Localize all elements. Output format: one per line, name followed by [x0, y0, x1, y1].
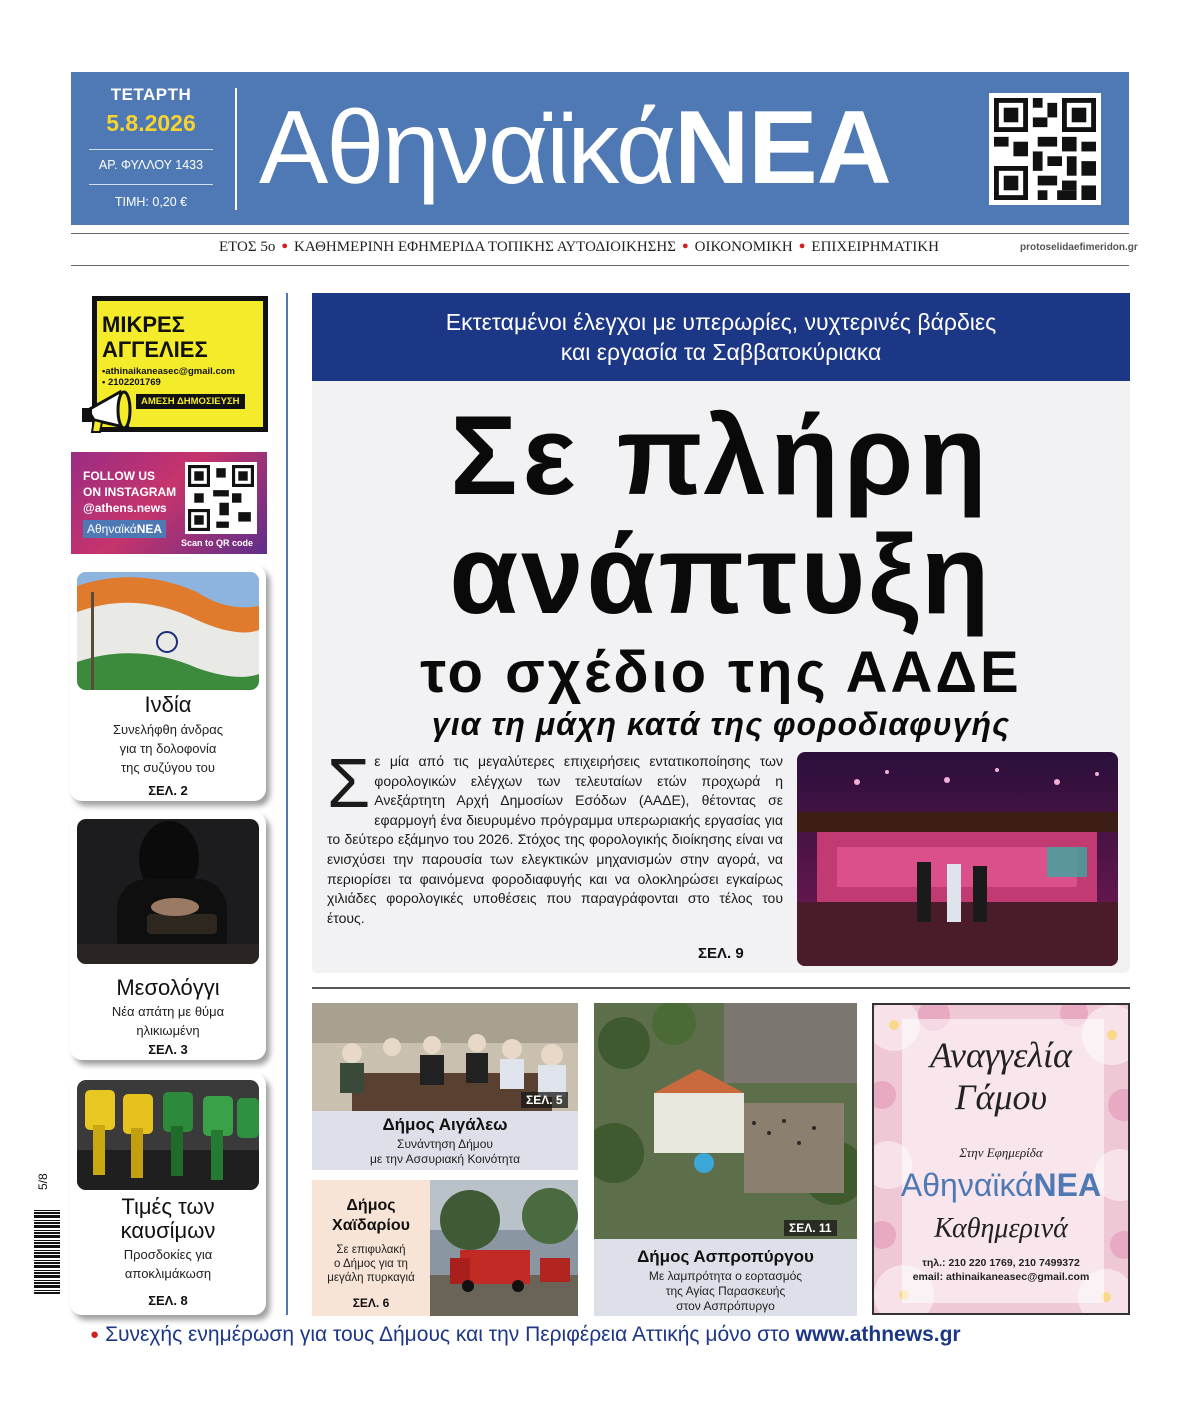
logo-light-text: Αθηναϊκά — [259, 90, 675, 206]
drop-cap: Σ — [327, 744, 371, 822]
fire-truck-photo — [430, 1180, 578, 1316]
instagram-ad[interactable] — [71, 452, 267, 554]
footer-text: Συνεχής ενημέρωση για τους Δήμους και την Περιφέρεια Αττικής μόνο στο — [105, 1323, 790, 1346]
issue-stamp-number: 5/8 — [36, 1173, 50, 1190]
page-ref: ΣΕΛ. 11 — [784, 1220, 837, 1236]
tagline-bar — [71, 233, 1129, 266]
tagline-year: ΕΤΟΣ 5ο — [219, 239, 276, 255]
page-ref: ΣΕΛ. 9 — [698, 945, 744, 962]
scam-photo — [77, 819, 259, 964]
ad-email: •athinaikaneasec@gmail.com — [102, 366, 235, 377]
main-headline-line[interactable]: Σε πλήρη — [450, 393, 992, 518]
desc-line: αποκλιμάκωση — [124, 1266, 212, 1281]
story-title: Δήμος Αιγάλεω — [382, 1115, 508, 1134]
newspaper-logo[interactable] — [259, 78, 891, 218]
page-ref: ΣΕΛ. 5 — [521, 1092, 568, 1108]
main-headline-subline[interactable]: το σχέδιο της ΑΑΔΕ — [420, 640, 1022, 705]
story-aigaleo[interactable] — [312, 1003, 578, 1170]
story-title: Δήμος Ασπροπύργου — [637, 1247, 814, 1266]
desc-line: στον Ασπρόπυργο — [676, 1299, 775, 1313]
main-story-body — [327, 744, 783, 928]
ad-contact — [102, 366, 235, 388]
divider — [89, 184, 213, 185]
side-story-title: Ινδία — [144, 692, 192, 717]
issue-number: ΑΡ. ΦΥΛΛΟΥ 1433 — [98, 158, 204, 172]
wedding-phones: τηλ.: 210 220 1769, 210 7499372 — [922, 1257, 1080, 1269]
page-ref: ΣΕΛ. 6 — [352, 1296, 390, 1310]
wedding-title-line: Αναγγελία — [930, 1035, 1072, 1075]
page-ref: ΣΕΛ. 2 — [148, 783, 188, 798]
wedding-daily: Καθημερινά — [934, 1213, 1068, 1244]
nightlife-bar-photo — [797, 752, 1118, 966]
side-story-title: Μεσολόγγι — [116, 975, 220, 1000]
divider — [89, 149, 213, 150]
bullet-icon: ● — [90, 1326, 100, 1343]
ad-title-line: ΑΓΓΕΛΙΕΣ — [102, 337, 208, 362]
wedding-subtitle: Στην Εφημερίδα — [959, 1145, 1043, 1160]
desc-line: Σε επιφυλακή — [336, 1244, 406, 1256]
tagline-economic: ΟΙΚΟΝΟΜΙΚΗ — [694, 239, 793, 255]
desc-line: της Αγίας Παρασκευής — [665, 1284, 786, 1298]
footer-url-link[interactable]: www.athnews.gr — [795, 1323, 961, 1346]
main-headline-deck: για τη μάχη κατά της φοροδιαφυγής — [431, 706, 1011, 742]
issue-day: ΤΕΤΑΡΤΗ — [110, 85, 192, 104]
barcode-icon — [34, 1210, 60, 1294]
issue-date: 5.8.2026 — [106, 110, 196, 136]
footer-promo — [90, 1323, 961, 1347]
desc-line: μεγάλη πυρκαγιά — [327, 1272, 415, 1284]
wedding-announcement-ad[interactable] — [872, 1003, 1130, 1315]
logo-bold-text: ΝΕΑ — [136, 522, 163, 536]
india-flag-photo — [77, 572, 259, 690]
logo-light-text: Αθηναϊκά — [900, 1167, 1034, 1203]
instagram-handle: @athens.news — [83, 501, 167, 515]
wedding-email: email: athinaikaneasec@gmail.com — [912, 1271, 1090, 1283]
ad-badge: ΑΜΕΣΗ ΔΗΜΟΣΙΕΥΣΗ — [136, 394, 245, 409]
story-chaidari[interactable] — [312, 1180, 578, 1316]
desc-line: Με λαμπρότητα ο εορτασμός — [648, 1269, 803, 1283]
page-ref: ΣΕΛ. 8 — [148, 1293, 188, 1308]
side-story-india[interactable] — [70, 565, 266, 801]
side-story-desc — [70, 1245, 266, 1283]
main-headline-line[interactable]: ανάπτυξη — [449, 512, 993, 637]
story-title — [312, 1196, 430, 1236]
aerial-church-photo — [594, 1003, 857, 1239]
ad-phone: • 2102201769 — [102, 377, 161, 388]
story-desc — [594, 1269, 857, 1314]
desc-line: της συζύγου του — [121, 760, 215, 775]
kicker-line: και εργασία τα Σαββατοκύριακα — [560, 339, 882, 365]
instagram-line: FOLLOW US — [83, 469, 155, 483]
story-desc — [312, 1243, 430, 1285]
issue-stamp — [32, 1162, 62, 1296]
side-story-title — [70, 1195, 266, 1243]
ad-title-line: ΜΙΚΡΕΣ — [102, 312, 185, 337]
story-desc — [312, 1137, 578, 1167]
logo-bold-text: ΝΕΑ — [674, 90, 891, 206]
logo-light-text: Αθηναϊκά — [87, 522, 137, 536]
divider — [235, 88, 237, 210]
tagline — [219, 239, 939, 256]
bullet-icon: ● — [281, 240, 289, 252]
megaphone-icon — [80, 388, 138, 434]
section-divider — [312, 987, 1130, 989]
ad-title — [102, 312, 208, 362]
title-line: Δήμος — [346, 1197, 396, 1214]
desc-line: Συνελήφθη άνδρας — [112, 722, 224, 737]
logo-bold-text: ΝΕΑ — [1033, 1167, 1102, 1203]
title-line: Τιμές των — [121, 1194, 215, 1219]
qr-code-icon[interactable] — [989, 93, 1101, 205]
masthead — [71, 72, 1129, 225]
mini-logo — [83, 520, 166, 538]
instagram-text — [83, 468, 176, 516]
desc-line: ο Δήμος για τη — [334, 1258, 408, 1270]
column-divider — [286, 293, 288, 1315]
qr-code-icon[interactable] — [185, 462, 257, 534]
side-story-desc — [70, 720, 266, 777]
desc-line: Νέα απάτη με θύμα — [111, 1004, 225, 1019]
desc-line: ηλικιωμένη — [136, 1023, 200, 1038]
classifieds-ad[interactable] — [80, 296, 268, 436]
instagram-line: ON INSTAGRAM — [83, 485, 177, 499]
body-text: ε μία από τις μεγαλύτερες επιχειρήσεις εντατικοποίησης των φορολογικών ελέγχων των τελευταίων ετών προχωρά η Ανεξάρτητη Αρχή Δημοσίων Εσόδων (ΑΑΔΕ), θέτοντας σε εφαρμογή ένα διευρυμένο πρόγραμμα υπερωριακής εργασίας για το δεύτερο εξάμηνο του 2026. Στόχος της φορολογικής διοίκησης είναι να ενισχύσει την παρουσία των ελεγκτικών μηχανισμών στην αγορά, να περιορίσει τα φαινόμενα φοροδιαφυγής και να ολοκληρώσει εγκαίρως χιλιάδες φορολογικές υποθέσεις που παραγράφονται στο τέλος του έτους. — [327, 753, 783, 926]
desc-line: Συνάντηση Δήμου — [397, 1137, 493, 1151]
bullet-icon: ● — [681, 240, 689, 252]
scan-label: Scan to QR code — [181, 538, 254, 548]
desc-line: με την Ασσυριακή Κοινότητα — [369, 1152, 521, 1166]
wedding-title-line: Γάμου — [955, 1077, 1047, 1117]
desc-line: Προσδοκίες για — [123, 1247, 213, 1262]
bullet-icon: ● — [798, 240, 806, 252]
fuel-pumps-photo — [77, 1080, 259, 1190]
main-kicker-banner — [312, 293, 1130, 381]
side-story-fuel[interactable] — [70, 1073, 266, 1315]
story-aspropyrgos[interactable] — [594, 1003, 857, 1316]
side-story-desc — [70, 1002, 266, 1040]
mini-logo — [874, 1155, 1128, 1215]
tagline-business: ΕΠΙΧΕΙΡΗΜΑΤΙΚΗ — [811, 239, 939, 255]
desc-line: για τη δολοφονία — [119, 741, 217, 756]
page-ref: ΣΕΛ. 3 — [148, 1042, 188, 1057]
masthead-info — [71, 72, 231, 225]
tagline-daily: ΚΑΘΗΜΕΡΙΝΗ ΕΦΗΜΕΡΙΔΑ ΤΟΠΙΚΗΣ ΑΥΤΟΔΙΟΙΚΗΣΗΣ — [294, 239, 676, 255]
issue-price: ΤΙΜΗ: 0,20 € — [114, 195, 188, 209]
source-watermark: protoselidaefimeridon.gr — [1020, 242, 1138, 253]
kicker-line: Εκτεταμένοι έλεγχοι με υπερωρίες, νυχτερινές βάρδιες — [445, 309, 997, 335]
title-line: Χαϊδαρίου — [332, 1217, 410, 1234]
title-line: καυσίμων — [120, 1218, 216, 1243]
side-story-mesolongi[interactable] — [70, 812, 266, 1060]
